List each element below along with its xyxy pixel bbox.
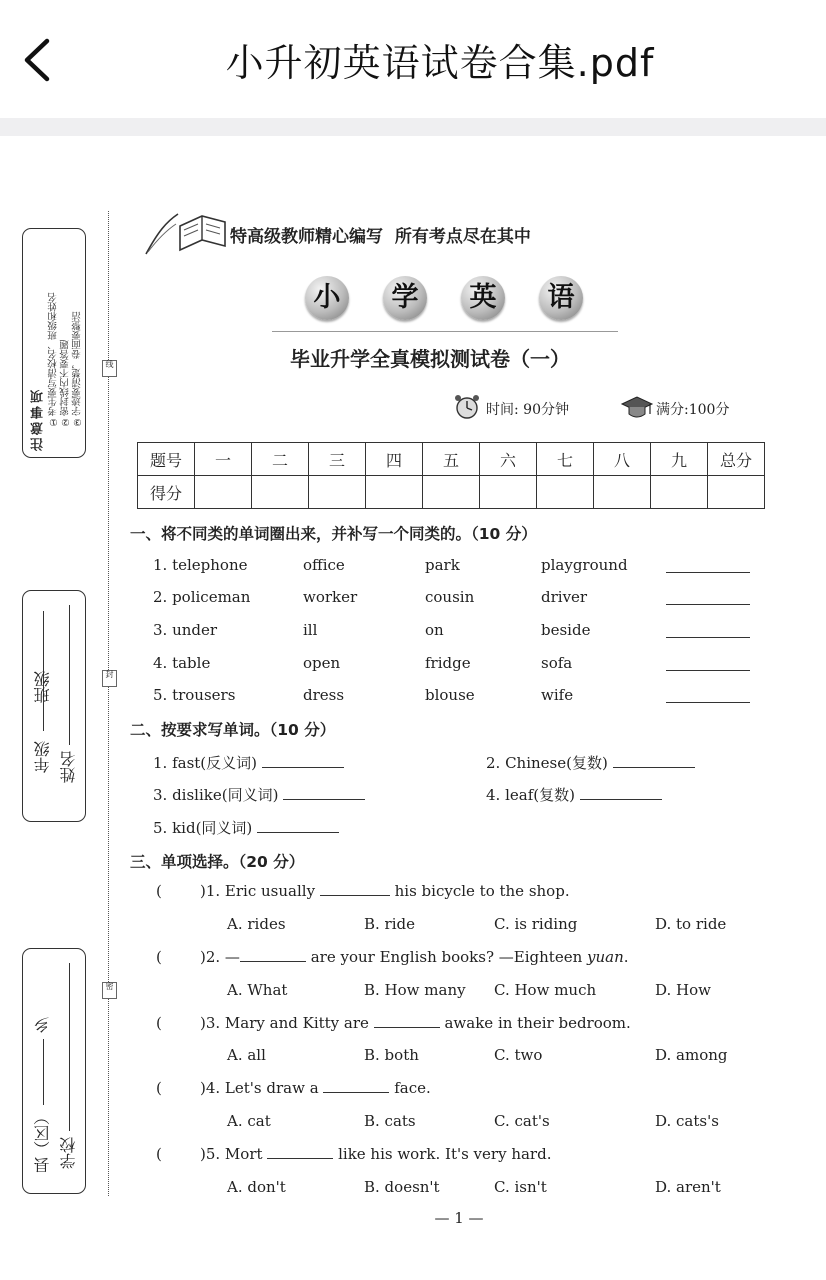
answer-blank[interactable] bbox=[666, 604, 750, 605]
answer-blank[interactable] bbox=[320, 895, 390, 896]
slogan: 特高级教师精心编写 所有考点尽在其中 bbox=[230, 227, 531, 247]
question-text: . bbox=[623, 948, 629, 966]
list-item: sofa bbox=[541, 654, 573, 672]
name-label: 姓名 bbox=[59, 751, 78, 783]
answer-blank[interactable] bbox=[262, 767, 344, 768]
question bbox=[200, 1014, 631, 1032]
county-label: 县（区） bbox=[33, 1109, 52, 1173]
option: D. cats's bbox=[655, 1112, 719, 1130]
table-cell: 三 bbox=[309, 443, 366, 476]
notes-title: 注意事项 bbox=[31, 387, 46, 451]
answer-blank[interactable] bbox=[257, 832, 339, 833]
subject-char-2: 学 bbox=[383, 276, 427, 320]
note-3: ③字迹要清楚，卷面要整洁 bbox=[72, 311, 83, 427]
document-title: 小升初英语试卷合集.pdf bbox=[225, 41, 655, 85]
subject-char-1: 小 bbox=[305, 276, 349, 320]
table-cell: 得分 bbox=[138, 476, 195, 509]
list-item bbox=[153, 817, 339, 838]
question-text: awake in their bedroom. bbox=[444, 1014, 631, 1032]
table-cell: 七 bbox=[537, 443, 594, 476]
list-item bbox=[486, 784, 662, 805]
table-cell bbox=[651, 476, 708, 509]
question bbox=[200, 1079, 431, 1097]
top-bar bbox=[0, 0, 826, 118]
option: A. cat bbox=[227, 1112, 271, 1130]
list-item: 4. table bbox=[153, 654, 211, 672]
list-item: 1. telephone bbox=[153, 556, 248, 574]
list-item: fridge bbox=[425, 654, 471, 672]
subject-char-3: 英 bbox=[461, 276, 505, 320]
list-item: worker bbox=[303, 588, 358, 606]
table-cell bbox=[366, 476, 423, 509]
table-cell: 八 bbox=[594, 443, 651, 476]
table-cell: 九 bbox=[651, 443, 708, 476]
list-item: 2. policeman bbox=[153, 588, 251, 606]
answer-blank[interactable] bbox=[240, 961, 306, 962]
answer-blank[interactable] bbox=[666, 702, 750, 703]
subject-char-4: 语 bbox=[539, 276, 583, 320]
question-text: are your English books? —Eighteen bbox=[310, 948, 583, 966]
answer-blank[interactable] bbox=[666, 637, 750, 638]
table-cell bbox=[309, 476, 366, 509]
header-rule bbox=[272, 331, 618, 332]
score-value-row bbox=[138, 476, 765, 509]
seal-line bbox=[108, 211, 109, 1196]
item-text: 1. fast(反义词) bbox=[153, 754, 258, 772]
question bbox=[200, 1145, 551, 1163]
option: B. doesn't bbox=[364, 1178, 440, 1196]
answer-blank[interactable] bbox=[666, 670, 750, 671]
item-text: 5. kid(同义词) bbox=[153, 819, 253, 837]
list-item: wife bbox=[541, 686, 574, 704]
score-table bbox=[137, 442, 765, 509]
table-cell bbox=[195, 476, 252, 509]
section-2-title: 二、按要求写单词。（10 分） bbox=[130, 721, 336, 739]
table-cell bbox=[708, 476, 765, 509]
list-item: cousin bbox=[425, 588, 475, 606]
pdf-page[interactable] bbox=[0, 136, 826, 1280]
question-paren: ( bbox=[156, 1079, 162, 1097]
list-item: dress bbox=[303, 686, 345, 704]
option: C. cat's bbox=[494, 1112, 550, 1130]
list-item bbox=[153, 752, 344, 773]
question-paren: ( bbox=[156, 882, 162, 900]
table-cell bbox=[252, 476, 309, 509]
table-cell: 总分 bbox=[708, 443, 765, 476]
option: C. is riding bbox=[494, 915, 578, 933]
list-item: beside bbox=[541, 621, 591, 639]
table-cell bbox=[480, 476, 537, 509]
table-cell: 六 bbox=[480, 443, 537, 476]
question bbox=[200, 882, 570, 900]
option: D. to ride bbox=[655, 915, 727, 933]
option: D. aren't bbox=[655, 1178, 721, 1196]
exam-subtitle: 毕业升学全真模拟测试卷（一） bbox=[290, 347, 570, 371]
note-2: ②密封线内不要答题 bbox=[60, 340, 71, 427]
answer-blank[interactable] bbox=[613, 767, 695, 768]
list-item: driver bbox=[541, 588, 588, 606]
question-text: )1. Eric usually bbox=[200, 882, 316, 900]
answer-blank[interactable] bbox=[374, 1027, 440, 1028]
list-item: playground bbox=[541, 556, 628, 574]
question-text: face. bbox=[394, 1079, 431, 1097]
option: A. rides bbox=[227, 915, 286, 933]
table-cell: 一 bbox=[195, 443, 252, 476]
answer-blank[interactable] bbox=[666, 572, 750, 573]
option: B. cats bbox=[364, 1112, 416, 1130]
list-item: on bbox=[425, 621, 444, 639]
class-label: 班级 bbox=[33, 671, 52, 703]
item-text: 4. leaf(复数) bbox=[486, 786, 575, 804]
option: B. ride bbox=[364, 915, 416, 933]
seal-mark-secret: 密 bbox=[102, 982, 117, 999]
township-label: 乡 bbox=[33, 1017, 52, 1033]
question-text: )4. Let's draw a bbox=[200, 1079, 319, 1097]
graduation-cap-icon bbox=[620, 394, 654, 420]
question-text-italic: yuan bbox=[587, 948, 624, 966]
table-cell: 四 bbox=[366, 443, 423, 476]
option: D. among bbox=[655, 1046, 728, 1064]
answer-blank[interactable] bbox=[267, 1158, 333, 1159]
notes-box bbox=[22, 228, 86, 458]
list-item: 5. trousers bbox=[153, 686, 236, 704]
question-text: )3. Mary and Kitty are bbox=[200, 1014, 369, 1032]
option: D. How bbox=[655, 981, 711, 999]
question-text: like his work. It's very hard. bbox=[338, 1145, 552, 1163]
note-1: ①考生要写清校名、班级和姓名 bbox=[48, 292, 59, 427]
option: B. How many bbox=[364, 981, 466, 999]
question-text: )2. — bbox=[200, 948, 240, 966]
list-item: office bbox=[303, 556, 345, 574]
question-text: his bicycle to the shop. bbox=[394, 882, 570, 900]
table-cell: 五 bbox=[423, 443, 480, 476]
option: C. How much bbox=[494, 981, 597, 999]
question-paren: ( bbox=[156, 948, 162, 966]
option: C. two bbox=[494, 1046, 543, 1064]
score-header-row bbox=[138, 443, 765, 476]
table-cell bbox=[594, 476, 651, 509]
list-item: blouse bbox=[425, 686, 475, 704]
answer-blank[interactable] bbox=[580, 799, 662, 800]
page-number: — 1 — bbox=[434, 1209, 484, 1227]
seal-mark-seal: 封 bbox=[102, 670, 117, 687]
option: A. What bbox=[227, 981, 288, 999]
exam-time: 时间: 90分钟 bbox=[486, 402, 569, 418]
table-cell: 题号 bbox=[138, 443, 195, 476]
name-line bbox=[69, 605, 70, 745]
seal-mark-line: 线 bbox=[102, 360, 117, 377]
full-score: 满分:100分 bbox=[656, 402, 730, 418]
school-line bbox=[69, 963, 70, 1131]
list-item bbox=[153, 784, 365, 805]
item-text: 2. Chinese(复数) bbox=[486, 754, 608, 772]
option: C. isn't bbox=[494, 1178, 547, 1196]
list-item: open bbox=[303, 654, 341, 672]
question-paren: ( bbox=[156, 1145, 162, 1163]
separator bbox=[0, 118, 826, 136]
table-cell bbox=[423, 476, 480, 509]
list-item: 3. under bbox=[153, 621, 218, 639]
answer-blank[interactable] bbox=[283, 799, 365, 800]
list-item: park bbox=[425, 556, 460, 574]
option: A. don't bbox=[227, 1178, 286, 1196]
school-info-box bbox=[22, 948, 86, 1194]
list-item bbox=[486, 752, 695, 773]
item-text: 3. dislike(同义词) bbox=[153, 786, 279, 804]
table-cell bbox=[537, 476, 594, 509]
question-paren: ( bbox=[156, 1014, 162, 1032]
clock-icon bbox=[452, 394, 482, 420]
list-item: ill bbox=[303, 621, 318, 639]
student-info-box bbox=[22, 590, 86, 822]
school-label: 学校 bbox=[59, 1137, 78, 1169]
back-button[interactable] bbox=[6, 30, 66, 90]
answer-blank[interactable] bbox=[323, 1092, 389, 1093]
question-text: )5. Mort bbox=[200, 1145, 263, 1163]
section-3-title: 三、单项选择。（20 分） bbox=[130, 853, 305, 871]
grade-label: 年级 bbox=[33, 741, 52, 773]
township-line bbox=[43, 1039, 44, 1105]
option: B. both bbox=[364, 1046, 419, 1064]
table-cell: 二 bbox=[252, 443, 309, 476]
chevron-left-icon bbox=[19, 37, 53, 83]
book-pen-icon bbox=[140, 206, 230, 266]
section-1-title: 一、将不同类的单词圈出来，并补写一个同类的。（10 分） bbox=[130, 525, 537, 543]
question bbox=[200, 948, 629, 966]
option: A. all bbox=[227, 1046, 266, 1064]
